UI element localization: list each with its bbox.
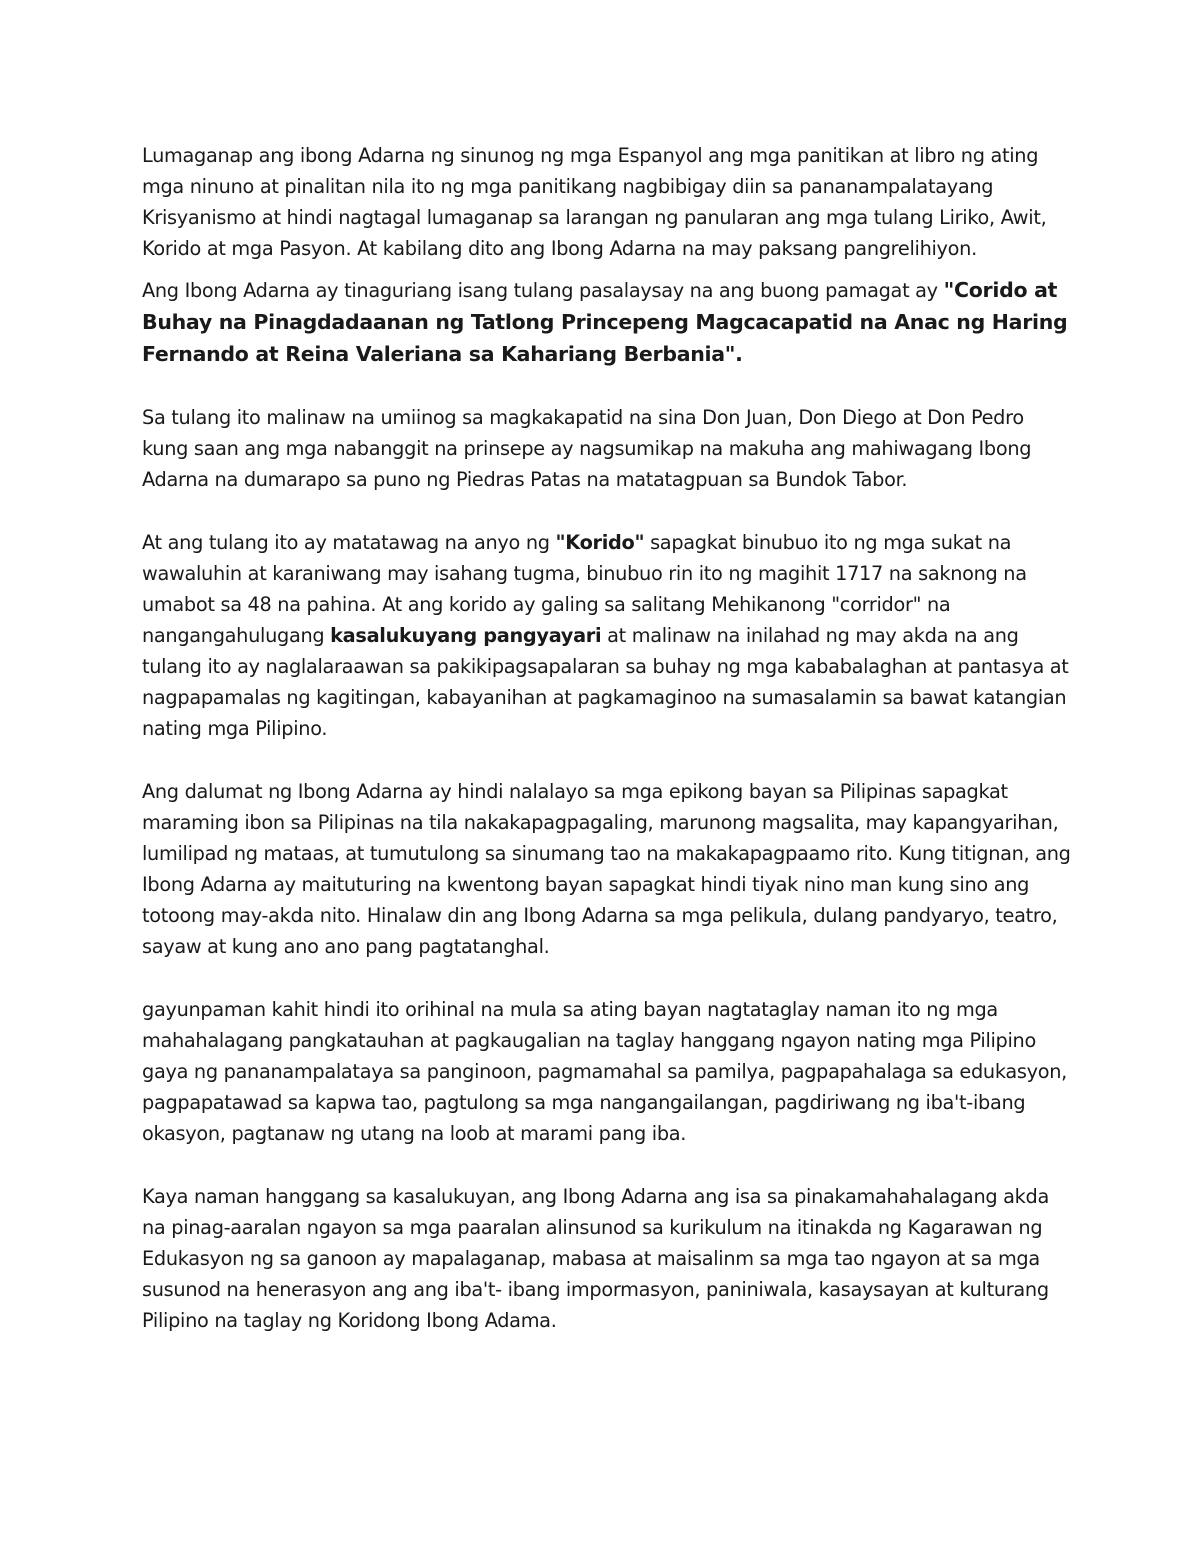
paragraph-4-intro: At ang tulang ito ay matatawag na anyo ng xyxy=(142,531,556,554)
paragraph-4-end: at malinaw na inilahad ng may akda na ang tulang ito ay naglalaraawan sa pakikipagsapalaran sa buhay ng mga kababalaghan at pantasya at nagpapamalas ng kagitingan, kabayanihan at pagkamaginoo na sumasalamin sa bawat katangian nating mga Pilipino. xyxy=(142,624,1069,740)
paragraph-1-text: Lumaganap ang ibong Adarna ng sinunog ng mga Espanyol ang mga panitikan at libro ng ating mga ninuno at pinalitan nila ito ng mga panitikang nagbibigay diin sa pananampalatayang Krisyanismo at hindi nagtagal lumaganap sa larangan ng panularan ang mga tulang Liriko, Awit, Korido at mga Pasyon. At kabilang dito ang Ibong Adarna na may paksang pangrelihiyon. xyxy=(142,144,1047,260)
full-title: "Corido at Buhay na Pinagdadaanan ng Tatlong Princepeng Magcacapatid na Anac ng Haring Fernando at Reina Valeriana sa Kahariang Berbania". xyxy=(142,278,1068,366)
korido-term: "Korido" xyxy=(555,531,645,554)
paragraph-6 xyxy=(142,994,1072,1149)
paragraph-5 xyxy=(142,776,1072,962)
paragraph-7-text: Kaya naman hanggang sa kasalukuyan, ang Ibong Adarna ang isa sa pinakamahahalagang akda na pinag-aaralan ngayon sa mga paaralan alinsunod sa kurikulum na itinakda ng Kagarawan ng Edukasyon ng sa ganoon ay mapalaganap, mabasa at maisalinm sa mga tao ngayon at sa mga susunod na henerasyon ang ang iba't- ibang impormasyon, paniniwala, kasaysayan at kulturang Pilipino na taglay ng Koridong Ibong Adama. xyxy=(142,1185,1049,1332)
paragraph-3 xyxy=(142,402,1072,495)
paragraph-2-intro: Ang Ibong Adarna ay tinaguriang isang tulang pasalaysay na ang buong pamagat ay xyxy=(142,279,944,302)
paragraph-4-middle: sapagkat binubuo ito ng mga sukat na wawaluhin at karaniwang may isahang tugma, binubuo rin ito ng magihit 1717 na saknong na umabot sa 48 na pahina. At ang korido ay galing sa salitang Mehikanong "corridor" na nangangahulugang xyxy=(142,531,1027,647)
paragraph-1 xyxy=(142,140,1072,264)
paragraph-7 xyxy=(142,1181,1072,1336)
paragraph-4 xyxy=(142,527,1072,744)
paragraph-2 xyxy=(142,274,1072,370)
paragraph-5-text: Ang dalumat ng Ibong Adarna ay hindi nalalayo sa mga epikong bayan sa Pilipinas sapagkat maraming ibon sa Pilipinas na tila nakakapagpagaling, marunong magsalita, may kapangyarihan, lumilipad ng mataas, at tumutulong sa sinumang tao na makakapagpaamo rito. Kung titignan, ang Ibong Adarna ay maituturing na kwentong bayan sapagkat hindi tiyak nino man kung sino ang totoong may-akda nito. Hinalaw din ang Ibong Adarna sa mga pelikula, dulang pandyaryo, teatro, sayaw at kung ano ano pang pagtatanghal. xyxy=(142,780,1071,958)
paragraph-3-text: Sa tulang ito malinaw na umiinog sa magkakapatid na sina Don Juan, Don Diego at Don Pedro kung saan ang mga nabanggit na prinsepe ay nagsumikap na makuha ang mahiwagang Ibong Adarna na dumarapo sa puno ng Piedras Patas na matatagpuan sa Bundok Tabor. xyxy=(142,406,1032,491)
paragraph-6-text: gayunpaman kahit hindi ito orihinal na mula sa ating bayan nagtataglay naman ito ng mga mahahalagang pangkatauhan at pagkaugalian na taglay hanggang ngayon nating mga Pilipino gaya ng pananampalataya sa panginoon, pagmamahal sa pamilya, pagpapahalaga sa edukasyon, pagpapatawad sa kapwa tao, pagtulong sa mga nangangailangan, pagdiriwang ng iba't-ibang okasyon, pagtanaw ng utang na loob at marami pang iba. xyxy=(142,998,1068,1145)
kasalukuyang-pangyayari-term: kasalukuyang pangyayari xyxy=(330,624,602,647)
document-body xyxy=(142,140,1072,1336)
